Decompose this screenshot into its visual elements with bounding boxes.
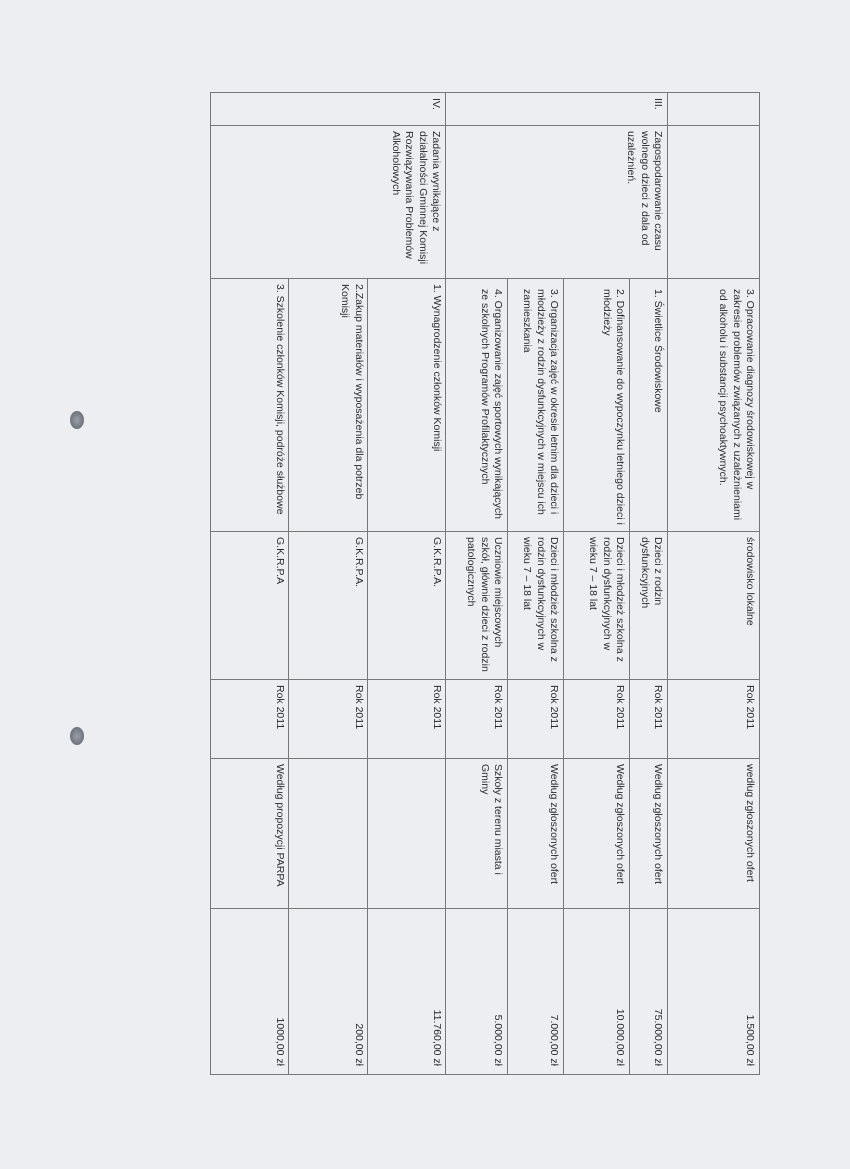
date-cell: Rok 2011 bbox=[630, 680, 668, 759]
date-cell: Rok 2011 bbox=[564, 680, 630, 759]
action-cell: 3. Organizacja zajęć w okresie letnim dla dzieci i młodzieży z rodzin dysfunkcyjnych w miejscu ich zamieszkania bbox=[508, 279, 564, 532]
action-cell: 3. Opracowanie diagnozy środowiskowej w zakresie problemów związanych z uzależnieniami od alkoholu i substancji psychoaktywnych. bbox=[668, 279, 760, 532]
cost-item: 1000,00 zł bbox=[211, 909, 289, 1074]
rotated-page bbox=[210, 92, 760, 1074]
target-cell: Uczniowie miejscowych szkół, głównie dzieci z rodzin patologicznych bbox=[446, 532, 508, 680]
action-item: 3. Szkolenie członków Komisji, podróże służbowe bbox=[211, 279, 289, 531]
target-item: G.K.R.P.A. bbox=[431, 537, 443, 587]
cost-cell: 5.000,00 zł bbox=[446, 909, 508, 1075]
date-item: Rok 2011 bbox=[431, 685, 443, 730]
executor-item bbox=[368, 759, 445, 908]
task-cell bbox=[668, 126, 760, 279]
executor-cell: Szkoły z terenu miasta i Gminy bbox=[446, 759, 508, 909]
action-item: 1. Wynagrodzenie członków Komisji bbox=[431, 284, 443, 452]
task-cell: Zadania wynikające z działalności Gminnej Komisji Rozwiązywania Problemów Alkoholowych bbox=[211, 126, 446, 279]
target-item: G.K.R.P.A bbox=[211, 532, 289, 679]
table-row bbox=[630, 93, 668, 1075]
punch-hole bbox=[70, 727, 84, 745]
executor-cell bbox=[211, 759, 446, 909]
cost-cell: 75.000,00 zł bbox=[630, 909, 668, 1075]
executor-cell: Według zgłoszonych ofert bbox=[564, 759, 630, 909]
action-cell: 1. Świetlice Środowiskowe bbox=[630, 279, 668, 532]
table-row bbox=[211, 93, 446, 1075]
executor-cell: Według zgłoszonych ofert bbox=[630, 759, 668, 909]
target-cell bbox=[211, 532, 446, 680]
program-table bbox=[210, 92, 760, 1075]
target-cell: Dzieci i młodzież szkolna z rodzin dysfunkcyjnych w wieku 7 – 18 lat bbox=[564, 532, 630, 680]
cost-cell bbox=[211, 909, 446, 1075]
row-number bbox=[668, 93, 760, 126]
date-cell: Rok 2011 bbox=[508, 680, 564, 759]
date-cell bbox=[211, 680, 446, 759]
date-item: Rok 2011 bbox=[289, 680, 367, 758]
target-cell: środowisko lokalne bbox=[668, 532, 760, 680]
task-cell: Zagospodarowanie czasu wolnego dzieci z dala od uzależnień. bbox=[446, 126, 668, 279]
action-item: 2.Zakup materiałów i wyposażenia dla potrzeb Komisji bbox=[289, 279, 367, 531]
action-cell: 4. Organizowanie zajęć sportowych wynikających ze szkolnych Programów Profilaktycznych bbox=[446, 279, 508, 532]
punch-hole bbox=[70, 411, 84, 429]
executor-item bbox=[289, 759, 367, 908]
row-number: III. bbox=[446, 93, 668, 126]
rotated-content bbox=[210, 92, 760, 1074]
executor-item: Według propozycji PARPA bbox=[211, 759, 289, 908]
target-cell: Dzieci z rodzin dysfunkcyjnych bbox=[630, 532, 668, 680]
cost-cell: 1.500,00 zł bbox=[668, 909, 760, 1075]
cost-cell: 10.000,00 zł bbox=[564, 909, 630, 1075]
cost-cell: 7.000,00 zł bbox=[508, 909, 564, 1075]
executor-cell: według zgłoszonych ofert bbox=[668, 759, 760, 909]
target-cell: Dzieci i młodzież szkolna z rodzin dysfunkcyjnych w wieku 7 – 18 lat bbox=[508, 532, 564, 680]
target-item: G.K.R.P.A. bbox=[289, 532, 367, 679]
executor-cell: Według zgłoszonych ofert bbox=[508, 759, 564, 909]
row-number: IV. bbox=[211, 93, 446, 126]
table-row bbox=[668, 93, 760, 1075]
cost-item: 11.760,00 zł bbox=[431, 1009, 443, 1066]
date-cell: Rok 2011 bbox=[668, 680, 760, 759]
action-cell bbox=[211, 279, 446, 532]
action-cell: 2. Dofinansowanie do wypoczynku letniego dzieci i młodzieży bbox=[564, 279, 630, 532]
cost-item: 200,00 zł bbox=[289, 909, 367, 1074]
date-item: Rok 2011 bbox=[211, 680, 289, 758]
date-cell: Rok 2011 bbox=[446, 680, 508, 759]
